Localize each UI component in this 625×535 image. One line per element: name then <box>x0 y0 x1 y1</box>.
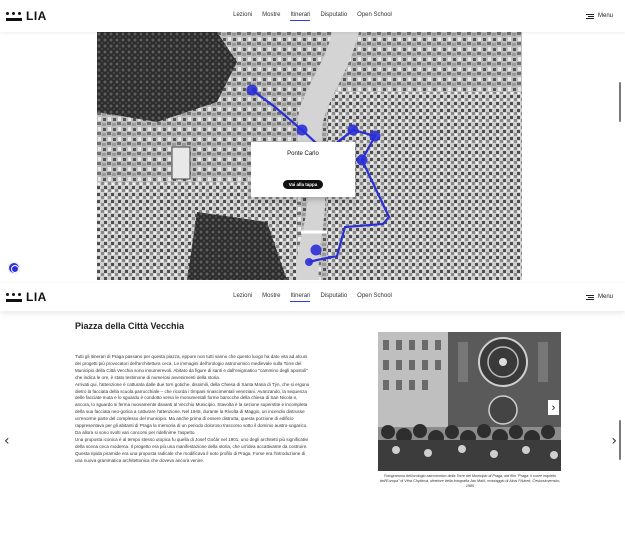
main-nav <box>0 12 625 21</box>
nav-item-open-school[interactable]: Open School <box>357 292 392 299</box>
photo-caption: Fotogramma dell'orologio astronomico della Torre del Municipio di Praga, dal film "Praga: il cuore inquieto dell'Europa" di Věra Chytilová, direttore della fotografia Jan Malíř, montaggio di Alois Fišárek, Československo, 1985 <box>379 474 561 489</box>
hamburger-icon <box>586 295 594 300</box>
locate-icon[interactable] <box>8 262 20 274</box>
popup-title: Ponte Carlo <box>287 151 319 157</box>
previous-arrow-icon[interactable]: ‹ <box>4 433 10 449</box>
nav-item-itinerari[interactable]: Itinerari <box>290 12 310 21</box>
logo-icon <box>6 293 22 302</box>
menu-button[interactable] <box>586 294 613 300</box>
nav-item-lezioni[interactable]: Lezioni <box>233 292 253 299</box>
article-paragraph: Tutti gli itinerari di Praga passano per questa piazza, eppure non tutti sanno che questo luogo ha dato vita ad alcuni dei progetti più provocatori dell'architettura ceca. Le immagini dell'orologio astronomico medievale sulla Torre del Municipio della Città Vecchia sono innumerevoli. Abitato da figure di santi e dall'enigmatico "cammino degli apostoli" che indica le ore, è stato testimone di numerosi avvenimenti della storia. <box>75 354 308 380</box>
logo[interactable] <box>6 9 47 23</box>
logo[interactable] <box>6 290 47 304</box>
map-popup <box>251 142 355 197</box>
sticky-header <box>0 283 625 311</box>
top-header <box>0 0 625 32</box>
logo-icon <box>6 12 22 21</box>
article-title: Piazza della Città Vecchia <box>75 321 185 331</box>
nav-item-itinerari[interactable]: Itinerari <box>290 293 310 302</box>
menu-label: Menu <box>597 294 613 300</box>
article-paragraph: Una proposta iconica è al tempo stesso utopica fu quella di Josef Gočár nel 1901, uno degli architetti più significativi della scena ceca moderna. Il progetto era più una manifestazione della storia, che un'idea accattivante da costruire. Questa ripida piramide era una proposta radicale che modificava il noto profilo di Praga. Forse era l'introduzione di una nuova grammatica architettonica che doveva ancora venire. <box>75 436 309 463</box>
astronomical-clock-photo <box>378 332 561 471</box>
scrollbar-thumb[interactable] <box>619 82 621 122</box>
article-paragraph: Arrivati qui, l'attenzione è catturata dalle due torri gotiche, dissimili, della Chiesa di Santa Maria di Týn, che si ergono dietro la facciata della scuola parrocchiale – che ricorda i tímpani rinascimentali veneziani. Avanzando, la sequenza delle facciate muta e lo sguardo è condotto verso le monumentali forme barocche della chiesa di San Nicola e, ancora, lo sguardo si ferma nuovamente davanti al Vecchio Municipio. Stavolta è la sezione superstite e incompleta della sua facciata neo-gotica a catturare l'attenzione. Nel 1945, durante la Rivolta di Maggio, un incendio distrusse un'enorme parte del complesso del municipio. Ma anche prima di essere distrutta, questa porzione di edificio rappresentava per gli abitanti di Praga la memoria di un periodo doloroso trascorso sotto il dominio austro-ungarico. Da allora si sono svolti vari concorsi per ridefinirne l'aspetto. <box>75 381 310 435</box>
photo-next-arrow-icon[interactable]: › <box>548 400 559 415</box>
nav-item-open-school[interactable]: Open School <box>357 11 392 18</box>
scrollbar-thumb[interactable] <box>619 420 621 460</box>
brand-name: LIA <box>26 290 47 304</box>
nav-item-disputatio[interactable]: Disputatio <box>320 292 348 299</box>
go-to-stop-button[interactable]: Vai alla tappa <box>283 180 324 189</box>
article-body <box>75 354 313 465</box>
brand-name: LIA <box>26 9 47 23</box>
nav-item-mostre[interactable]: Mostre <box>262 292 281 299</box>
article-photo <box>378 332 561 471</box>
nav-item-disputatio[interactable]: Disputatio <box>320 11 348 18</box>
nav-item-lezioni[interactable]: Lezioni <box>233 11 253 18</box>
menu-button[interactable] <box>586 13 613 19</box>
hamburger-icon <box>586 14 594 19</box>
next-arrow-icon[interactable]: › <box>611 433 617 449</box>
nav-item-mostre[interactable]: Mostre <box>262 11 281 18</box>
menu-label: Menu <box>597 13 613 19</box>
main-nav <box>0 293 625 302</box>
